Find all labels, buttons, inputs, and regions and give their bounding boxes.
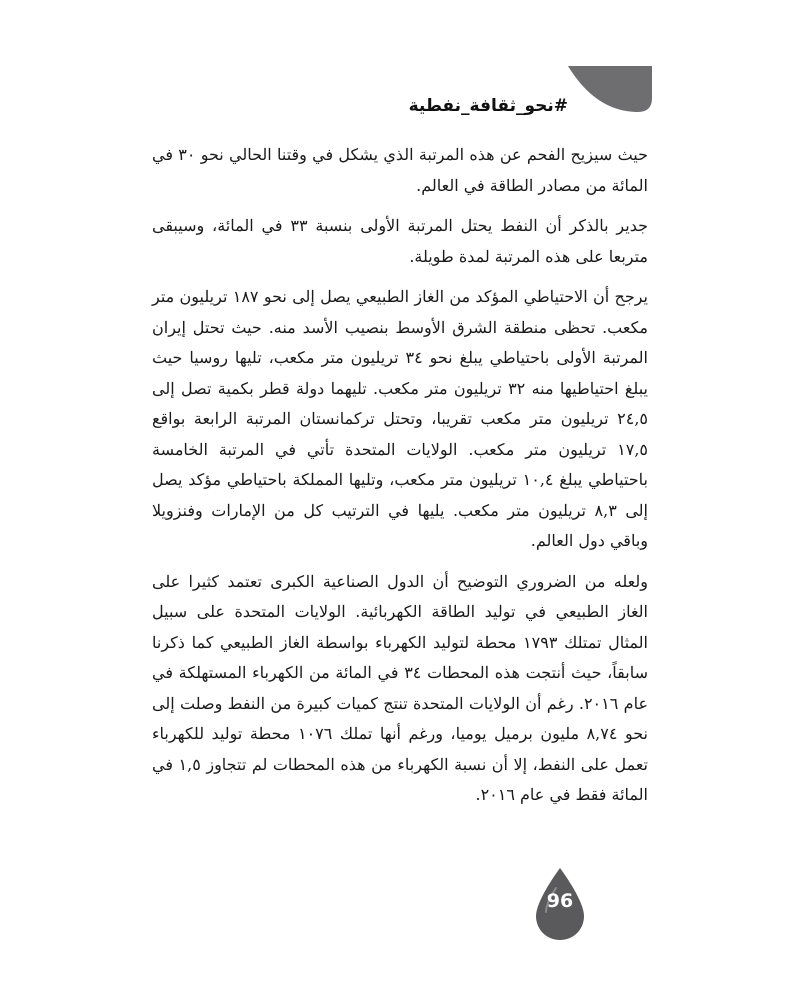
page-number: 96 [546, 890, 574, 912]
body-text [152, 140, 648, 821]
corner-tab-decoration [568, 66, 652, 112]
paragraph-2: جدير بالذكر أن النفط يحتل المرتبة الأولى بنسبة ٣٣ في المائة، وسيبقى متربعا على هذه المرتبة لمدة طويلة. [152, 216, 648, 266]
paragraph-3: يرجح أن الاحتياطي المؤكد من الغاز الطبيعي يصل إلى نحو ١٨٧ تريليون متر مكعب. تحظى منطقة الشرق الأوسط بنصيب الأسد منه. حيث تحتل إيران المرتبة الأولى باحتياطي يبلغ نحو ٣٤ تريليون متر مكعب، تليها روسيا حيث يبلغ احتياطيها منه ٣٢ تريليون متر مكعب. تليهما دولة قطر بكمية تصل إلى ٢٤,٥ تريليون متر مكعب تقريبا، وتحتل تركمانستان المرتبة الرابعة بواقع ١٧,٥ تريليون متر مكعب. الولايات المتحدة تأتي في المرتبة الخامسة باحتياطي يبلغ ١٠,٤ تريليون متر مكعب، وتليها المملكة باحتياطي مؤكد يصل إلى ٨,٣ تريليون متر مكعب. يليها في الترتيب كل من الإمارات وفنزويلا وباقي دول العالم. [152, 287, 649, 550]
paragraph-4: ولعله من الضروري التوضيح أن الدول الصناعية الكبرى تعتمد كثيرا على الغاز الطبيعي في توليد الطاقة الكهربائية. الولايات المتحدة على سبيل المثال تمتلك ١٧٩٣ محطة لتوليد الكهرباء بواسطة الغاز الطبيعي كما ذكرنا سابقاً، حيث أنتجت هذه المحطات ٣٤ في المائة من الكهرباء المستهلكة في عام ٢٠١٦. رغم أن الولايات المتحدة تنتج كميات كبيرة من النفط وصلت إلى نحو ٨,٧٤ مليون برميل يوميا، ورغم أنها تملك ١٠٧٦ محطة توليد للكهرباء تعمل على النفط، إلا أن نسبة الكهرباء من هذه المحطات لم تتجاوز ١,٥ في المائة فقط في عام ٢٠١٦. [152, 571, 649, 804]
paragraph-1: حيث سيزيح الفحم عن هذه المرتبة الذي يشكل في وقتنا الحالي نحو ٣٠ في المائة من مصادر الطاقة في العالم. [152, 145, 648, 195]
running-header: #نحو_ثقافة_نفطية [408, 96, 568, 116]
